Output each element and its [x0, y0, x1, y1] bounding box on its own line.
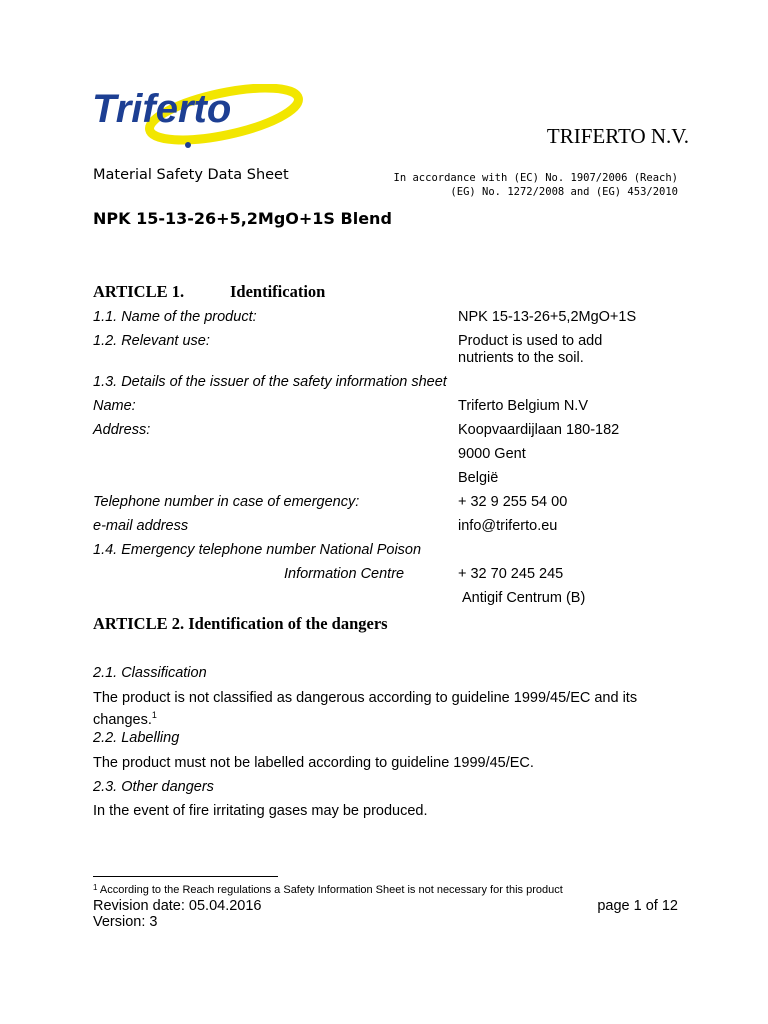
poison-centre-label-2: Information Centre	[284, 566, 405, 582]
product-title: NPK 15-13-26+5,2MgO+1S Blend	[93, 209, 392, 228]
revision-date: Revision date: 05.04.2016	[93, 898, 262, 914]
footnote-divider	[93, 876, 278, 877]
emergency-phone-value: + 32 9 255 54 00	[458, 494, 568, 510]
poison-centre-label-1: 1.4. Emergency telephone number National Poison	[93, 542, 422, 558]
issuer-name-value: Triferto Belgium N.V	[458, 398, 588, 414]
version: Version: 3	[93, 914, 158, 930]
document-type: Material Safety Data Sheet	[93, 167, 289, 183]
labelling-text: The product must not be labelled according to guideline 1999/45/EC.	[93, 755, 534, 771]
poison-centre-name: Antigif Centrum (B)	[462, 590, 586, 606]
other-dangers-text: In the event of fire irritating gases may be produced.	[93, 803, 428, 819]
regulation-line-2: (EG) No. 1272/2008 and (EG) 453/2010	[450, 186, 678, 198]
product-name-value: NPK 15-13-26+5,2MgO+1S	[458, 309, 637, 325]
classification-label: 2.1. Classification	[93, 665, 207, 681]
address-label: Address:	[93, 422, 151, 438]
email-label: e-mail address	[93, 518, 189, 534]
issuer-name-label: Name:	[93, 398, 136, 414]
company-name: TRIFERTO N.V.	[546, 124, 689, 148]
footnote-reference[interactable]: 1	[151, 710, 157, 720]
article2-heading: ARTICLE 2. Identification of the dangers	[93, 614, 388, 633]
emergency-phone-label: Telephone number in case of emergency:	[93, 494, 360, 510]
address-line-1: Koopvaardijlaan 180-182	[458, 422, 620, 438]
labelling-label: 2.2. Labelling	[93, 730, 180, 746]
email-value[interactable]: info@triferto.eu	[458, 518, 558, 534]
product-name-label: 1.1. Name of the product:	[93, 309, 257, 325]
footnote-marker: 1	[93, 883, 98, 892]
issuer-heading: 1.3. Details of the issuer of the safety information sheet	[93, 374, 447, 390]
classification-text-line-1: The product is not classified as dangerous according to guideline 1999/45/EC and its	[93, 690, 638, 706]
logo-text: Triferto	[92, 87, 232, 131]
article1-title: Identification	[230, 282, 326, 301]
relevant-use-label: 1.2. Relevant use:	[93, 333, 210, 349]
relevant-use-value-2: nutrients to the soil.	[458, 350, 584, 366]
footnote	[93, 883, 563, 896]
classification-text	[93, 690, 693, 729]
article1-number: ARTICLE 1.	[93, 282, 185, 301]
classification-text-changes: changes.	[93, 712, 152, 728]
footnote-text: According to the Reach regulations a Safety Information Sheet is not necessary for this product	[99, 884, 563, 896]
regulation-line-1: In accordance with (EC) No. 1907/2006 (Reach)	[393, 172, 678, 184]
address-line-2: 9000 Gent	[458, 446, 526, 462]
page-number: page 1 of 12	[597, 898, 678, 914]
other-dangers-label: 2.3. Other dangers	[93, 779, 214, 795]
poison-centre-phone: + 32 70 245 245	[458, 566, 564, 582]
classification-text-line-2	[93, 707, 693, 729]
address-line-3: België	[458, 470, 499, 486]
relevant-use-value-1: Product is used to add	[458, 333, 603, 349]
